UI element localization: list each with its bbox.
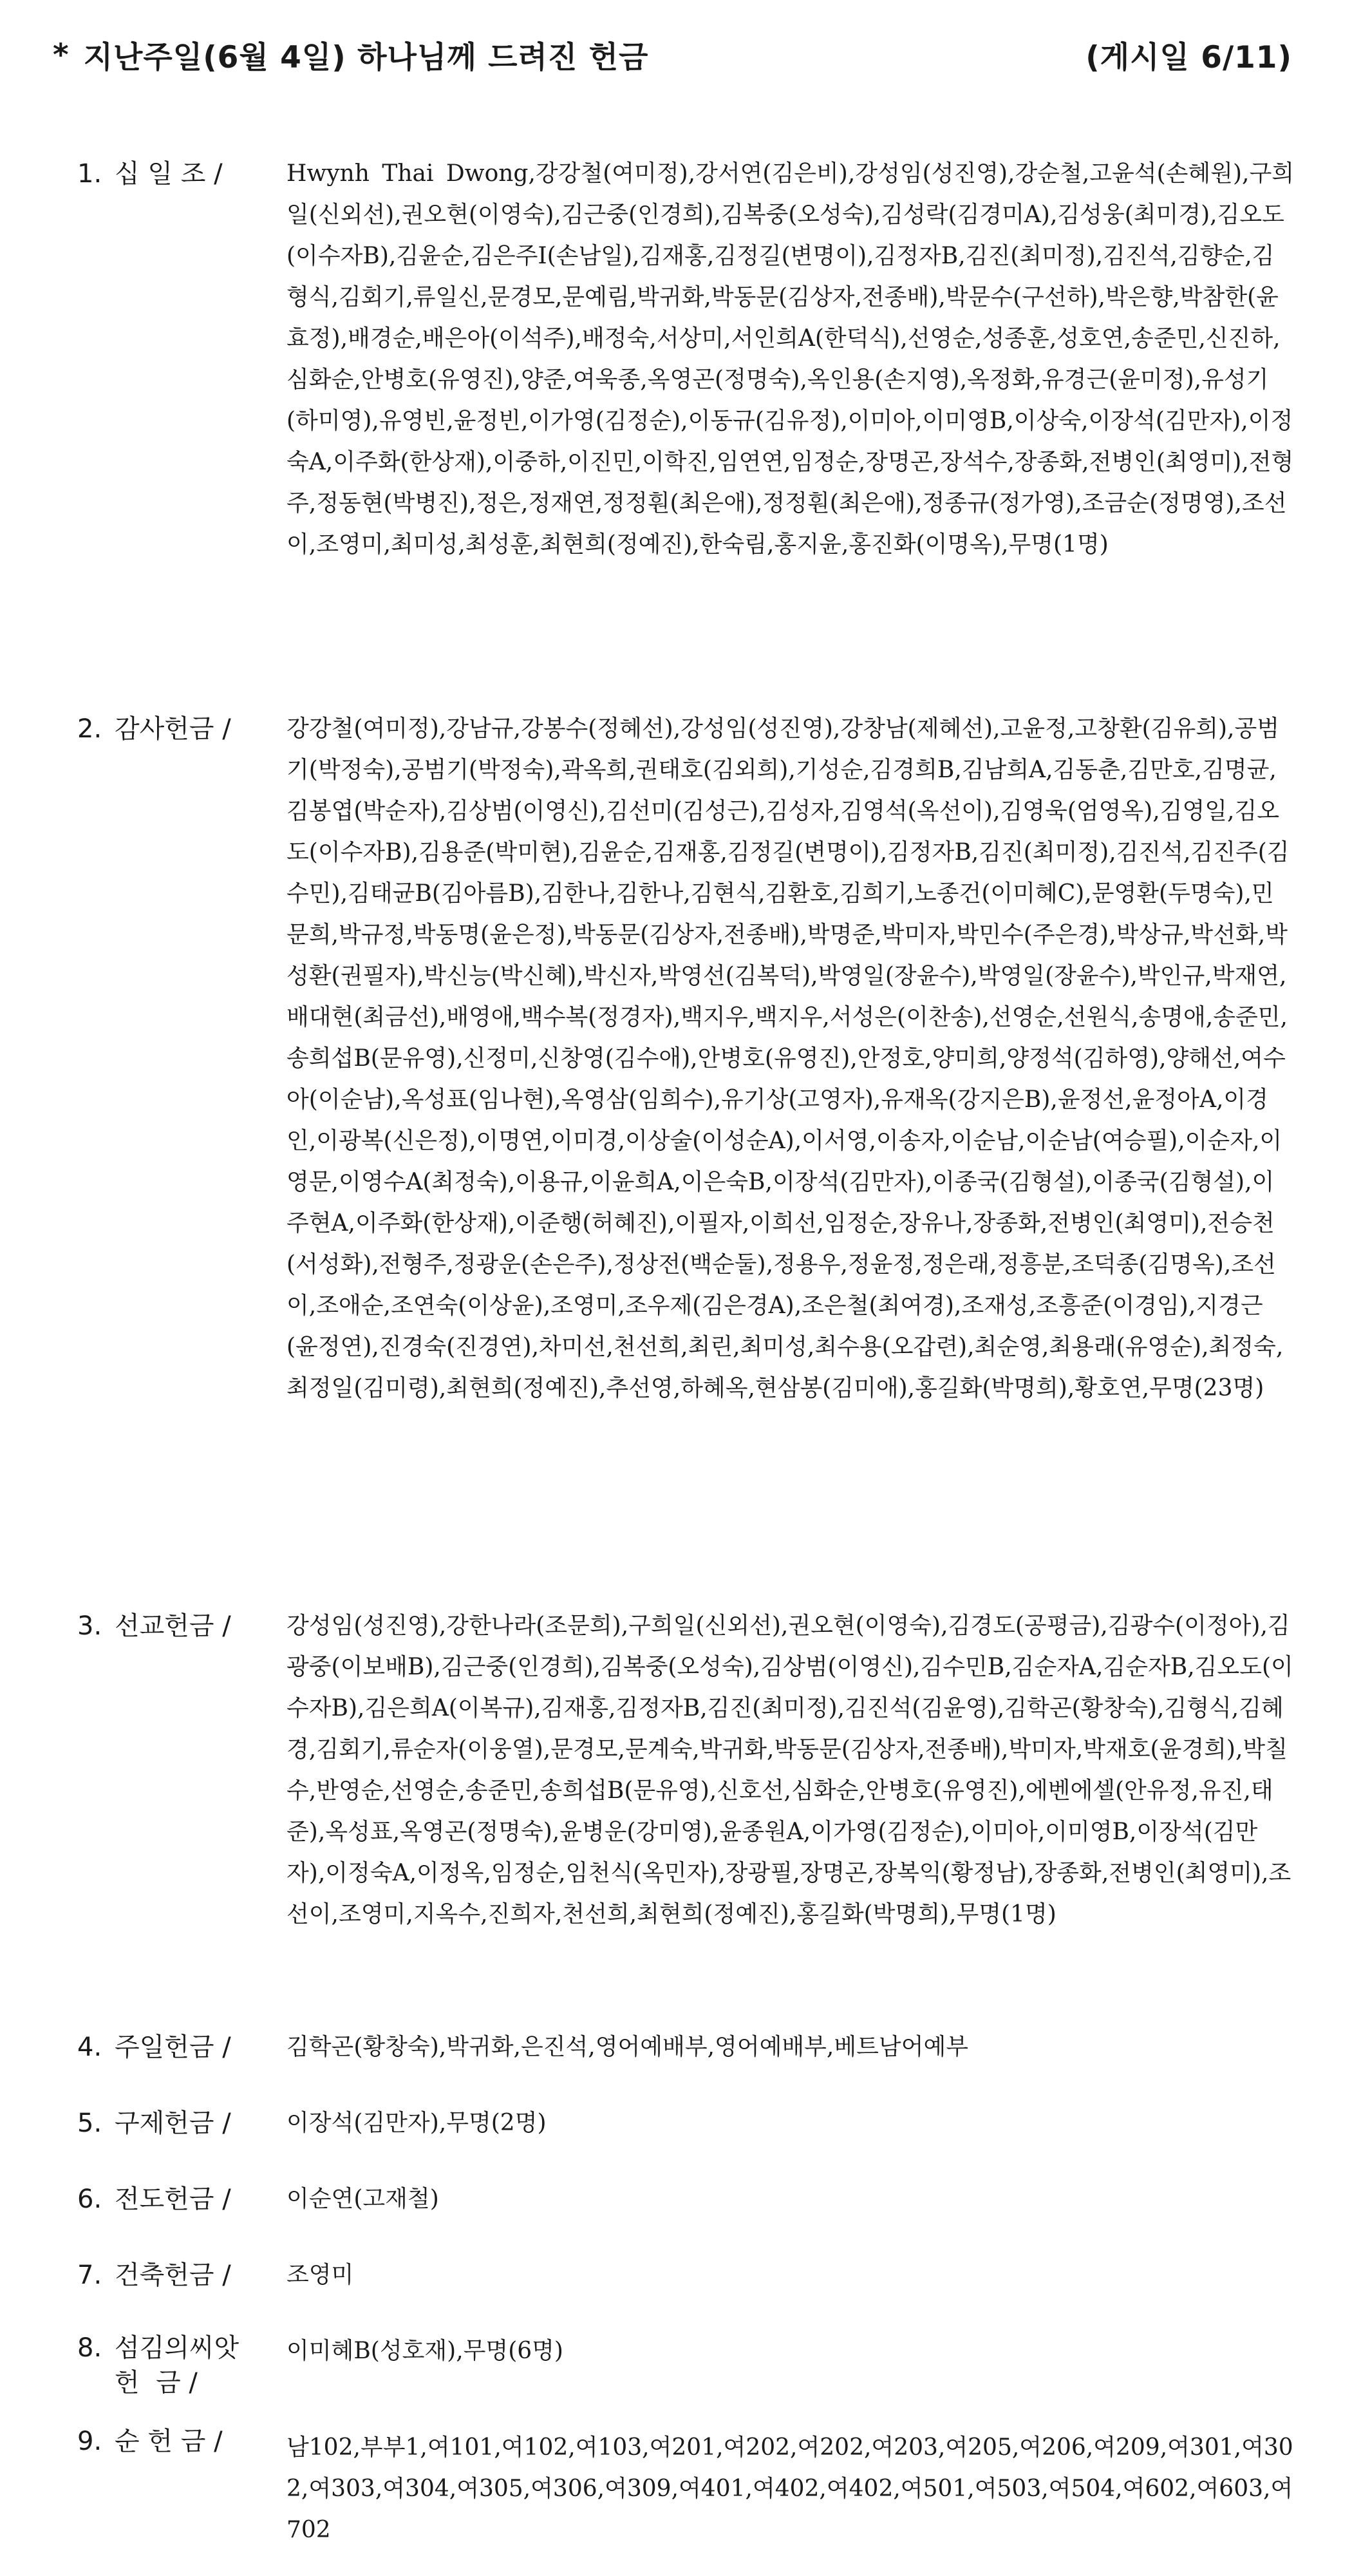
section-label [77,2421,286,2462]
section-title: 순 헌 금 / [115,2427,223,2456]
section-donor-list: 김학곤(황창숙),박귀화,은진석,영어예배부,영어예배부,베트남어예부 [286,2034,969,2060]
section-label [77,708,286,750]
section-sunday [77,2027,1294,2068]
section-title: 감사헌금 / [115,714,231,744]
section-title-line2: 헌 금 / [115,2368,198,2398]
section-label [77,2331,286,2400]
section-tithe [77,153,1294,565]
section-title: 주일헌금 / [115,2032,231,2062]
section-donor-list: 이장석(김만자),무명(2명) [286,2110,547,2136]
section-number: 8. [77,2333,102,2363]
section-number: 5. [77,2108,102,2138]
section-label [77,2255,286,2296]
section-number: 7. [77,2260,102,2290]
title-wrap [53,33,648,77]
posted-date: (게시일 6/11) [1085,39,1292,75]
section-donor-list: 이순연(고재철) [286,2186,439,2212]
section-label [77,153,286,194]
section-thanksgiving [77,708,1294,1409]
report-header [53,29,1292,80]
section-number: 9. [77,2427,102,2456]
section-building [77,2255,1294,2296]
section-title: 십 일 조 / [115,159,223,189]
report-title: 지난주일(6월 4일) 하나님께 드려진 헌금 [83,39,649,75]
section-label [77,2027,286,2068]
section-label [77,2103,286,2144]
section-donor-list: 강성임(성진영),강한나라(조문희),구희일(신외선),권오현(이영숙),김경도(공평금),김광수(이정아),김광중(이보배B),김근중(인경희),김복중(오성숙),김상범(이영신),김수민B,김순자A,김순자B,김오도(이수자B),김은희A(이복규),김재홍,김정자B,김진(최미정),김진석(김윤영),김학곤(황창숙),김형식,김혜경,김회기,류순자(이웅열),문경모,문계숙,박귀화,박동문(김상자,전종배),박미자,박재호(윤경희),박칠수,반영순,선영순,송준민,송희섭B(문유영),신호선,심화순,안병호(유영진),에벤에셀(안유정,유진,태준),옥성표,옥영곤(정명숙),윤병운(강미영),윤종원A,이가영(김정순),이미아,이미영B,이장석(김만자),이정숙A,이정옥,임정순,임천식(옥민자),장광필,장명곤,장복익(황정남),장종화,전병인(최영미),조선이,조영미,지옥수,진희자,천선희,최현희(정예진),홍길화(박명희),무명(1명) [286,1613,1293,1927]
section-number: 6. [77,2184,102,2214]
section-donor-list: 남102,부부1,여101,여102,여103,여201,여202,여202,여203,여205,여206,여209,여301,여302,여303,여304,여305,여306,여309,여401,여402,여402,여501,여503,여504,여602,여603,여702 [286,2434,1293,2543]
section-label [77,1605,286,1647]
section-title: 섬김의씨앗 [115,2333,239,2363]
section-donor-list: 이미혜B(성호재),무명(6명) [286,2338,563,2364]
section-number: 4. [77,2032,102,2062]
section-number: 3. [77,1611,102,1641]
section-title: 선교헌금 / [115,1611,231,1641]
section-relief [77,2103,1294,2144]
section-title: 전도헌금 / [115,2184,231,2214]
section-missions [77,1605,1294,1935]
section-title: 구제헌금 / [115,2108,231,2138]
section-title: 건축헌금 / [115,2260,231,2290]
section-label [77,2179,286,2220]
section-donor-list: 강강철(여미정),강남규,강봉수(정혜선),강성임(성진영),강창남(제혜선),고윤정,고창환(김유희),공범기(박정숙),공범기(박정숙),곽옥희,권태호(김외희),기성순,김경희B,김남희A,김동춘,김만호,김명균,김봉엽(박순자),김상범(이영신),김선미(김성근),김성자,김영석(옥선이),김영욱(엄영옥),김영일,김오도(이수자B),김용준(박미현),김윤순,김재홍,김정길(변명이),김정자B,김진(최미정),김진석,김진주(김수민),김태균B(김아름B),김한나,김한나,김현식,김환호,김희기,노종건(이미혜C),문영환(두명숙),민문희,박규정,박동명(윤은정),박동문(김상자,전종배),박명준,박미자,박민수(주은경),박상규,박선화,박성환(권필자),박신능(박신혜),박신자,박영선(김복덕),박영일(장윤수),박영일(장윤수),박인규,박재연,배대현(최금선),배영애,백수복(정경자),백지우,백지우,서성은(이찬송),선영순,선원식,송명애,송준민,송희섭B(문유영),신정미,신창영(김수애),안병호(유영진),안정호,양미희,양정석(김하영),양해선,여수아(이순남),옥성표(임나현),옥영삼(임희수),유기상(고영자),유재옥(강지은B),윤정선,윤정아A,이경인,이광복(신은정),이명연,이미경,이상술(이성순A),이서영,이송자,이순남,이순남(여승필),이순자,이영문,이영수A(최정숙),이용규,이윤희A,이은숙B,이장석(김만자),이종국(김형설),이종국(김형설),이주현A,이주화(한상재),이준행(허혜진),이필자,이희선,임정순,장유나,장종화,전병인(최영미),전승천(서성화),전형주,정광운(손은주),정상전(백순둘),정용우,정윤정,정은래,정흥분,조덕종(김명옥),조선이,조애순,조연숙(이상윤),조영미,조우제(김은경A),조은철(최여경),조재성,조흥준(이경임),지경근(윤정연),진경숙(진경연),차미선,천선희,최린,최미성,최수용(오갑련),최순영,최용래(유영순),최정숙,최정일(김미령),최현희(정예진),추선영,하혜옥,현삼봉(김미애),홍길화(박명희),황호연,무명(23명) [286,715,1290,1401]
section-donor-list: Hwynh Thai Dwong,강강철(여미정),강서연(김은비),강성임(성진영),강순철,고윤석(손혜원),구희일(신외선),권오현(이영숙),김근중(인경희),김복중(오성숙),김성락(김경미A),김성웅(최미경),김오도(이수자B),김윤순,김은주I(손남일),김재홍,김정길(변명이),김정자B,김진(최미정),김진석,김향순,김형식,김회기,류일신,문경모,문예림,박귀화,박동문(김상자,전종배),박문수(구선하),박은향,박참한(윤효정),배경순,배은아(이석주),배정숙,서상미,서인희A(한덕식),선영순,성종훈,성호연,송준민,신진하,심화순,안병호(유영진),양준,여욱종,옥영곤(정명숙),옥인용(손지영),옥정화,유경근(윤미정),유성기(하미영),유영빈,윤정빈,이가영(김정순),이동규(김유정),이미아,이미영B,이상숙,이장석(김만자),이정숙A,이주화(한상재),이중하,이진민,이학진,임연연,임정순,장명곤,장석수,장종화,전병인(최영미),전형주,정동현(박병진),정은,정재연,정정훤(최은애),정정훤(최은애),정종규(정가영),조금순(정명영),조선이,조영미,최미성,최성훈,최현희(정예진),한숙림,홍지윤,홍진화(이명옥),무명(1명) [286,160,1294,558]
section-seed-of-service [77,2331,1294,2400]
section-cell-group [77,2421,1294,2551]
title-bullet: * [53,37,70,73]
section-donor-list: 조영미 [286,2262,354,2288]
section-evangelism [77,2179,1294,2220]
section-number: 2. [77,714,102,744]
section-number: 1. [77,159,102,189]
